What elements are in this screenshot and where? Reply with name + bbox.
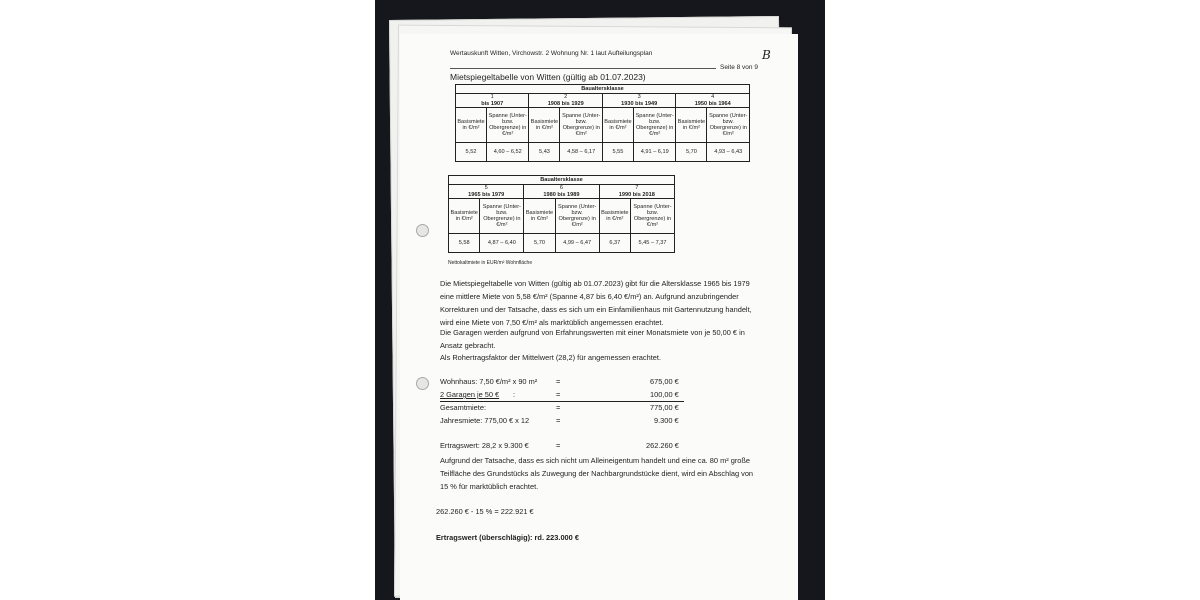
base-rent-value: 6,37 [599,234,630,253]
class-years: 1965 bis 1979 [449,191,524,199]
base-rent-value: 5,70 [524,234,555,253]
calc-label-annual: Jahresmiete: 775,00 € x 12 [440,416,530,425]
range-label: Spanne (Unter- bzw. Obergrenze) in €/m² [487,108,529,143]
punch-hole-icon [416,377,429,390]
calc-equals: = [556,416,561,425]
calc-value-total: 775,00 € [650,403,679,412]
range-value: 4,58 – 6,17 [560,143,602,162]
ertrag-value: 262.260 € [646,441,679,450]
rent-table-2 [448,175,675,253]
table-title: Mietspiegeltabelle von Witten (gültig ab 01.07.2023) [450,72,646,82]
range-label: Spanne (Unter- bzw. Obergrenze) in €/m² [633,108,675,143]
paragraph-factor: Als Rohertragsfaktor der Mittelwert (28,2) für angemessen erachtet. [440,353,661,362]
calc-label-garages: 2 Garagen je 50 € [440,390,500,399]
calc-colon: : [513,390,516,399]
base-rent-label: Basismiete in €/m² [529,108,560,143]
calc-value-annual: 9.300 € [654,416,679,425]
base-rent-label: Basismiete in €/m² [599,199,630,234]
class-years: 1908 bis 1929 [529,100,602,108]
table-note: Nettokaltmiete in EUR/m² Wohnfläche [448,260,533,266]
base-rent-label: Basismiete in €/m² [602,108,633,143]
base-rent-label: Basismiete in €/m² [456,108,487,143]
final-value: Ertragswert (überschlägig): rd. 223.000 € [436,533,579,542]
calc-equals: = [556,377,561,386]
page-header: Wertauskunft Witten, Virchowstr. 2 Wohnung Nr. 1 laut Aufteilungsplan [450,50,653,57]
base-rent-label: Basismiete in €/m² [449,199,480,234]
calc-value-house: 675,00 € [650,377,679,386]
range-value: 4,91 – 6,19 [633,143,675,162]
base-rent-value: 5,55 [602,143,633,162]
page-number: Seite 8 von 9 [720,64,758,71]
range-label: Spanne (Unter- bzw. Obergrenze) in €/m² [480,199,524,234]
base-rent-value: 5,43 [529,143,560,162]
calc-label-house: Wohnhaus: 7,50 €/m² x 90 m² [440,377,538,386]
table-header: Baualtersklasse [456,85,750,94]
paragraph-garages: Die Garagen werden aufgrund von Erfahrungswerten mit einer Monatsmiete von je 50,00 € in Ansatz gebracht. [440,328,745,350]
class-number: 2 [529,94,602,101]
class-years: 1990 bis 2018 [599,191,674,199]
header-rule [450,68,716,69]
range-value: 4,93 – 6,43 [707,143,750,162]
class-years: 1930 bis 1949 [602,100,675,108]
base-rent-label: Basismiete in €/m² [676,108,707,143]
base-rent-value: 5,70 [676,143,707,162]
class-number: 4 [676,94,750,101]
range-label: Spanne (Unter- bzw. Obergrenze) in €/m² [560,108,602,143]
class-number: 3 [602,94,675,101]
calc-label-total: Gesamtmiete: [440,403,487,412]
class-number: 5 [449,185,524,192]
paragraph-deduction: Aufgrund der Tatsache, dass es sich nicht um Alleineigentum handelt und eine ca. 80 m² große Teilfläche des Grundstücks als Zuwegung der Nachbargrundstücke dient, wird ein Abschlag von 15 % für marktüblich erachtet. [440,456,754,491]
table-header: Baualtersklasse [449,176,675,185]
class-number: 7 [599,185,674,192]
class-years: bis 1907 [456,100,529,108]
signature-initial: B [762,48,771,62]
range-label: Spanne (Unter- bzw. Obergrenze) in €/m² [555,199,599,234]
base-rent-label: Basismiete in €/m² [524,199,555,234]
base-rent-value: 5,52 [456,143,487,162]
range-value: 5,45 – 7,37 [631,234,675,253]
punch-hole-icon [416,224,429,237]
range-value: 4,60 – 6,52 [487,143,529,162]
range-label: Spanne (Unter- bzw. Obergrenze) in €/m² [631,199,675,234]
class-number: 1 [456,94,529,101]
class-years: 1980 bis 1989 [524,191,599,199]
sum-rule [440,401,684,402]
calc-equals: = [556,390,561,399]
ertrag-label: Ertragswert: 28,2 x 9.300 € [440,441,529,450]
rent-table-1 [455,84,750,162]
range-value: 4,99 – 6,47 [555,234,599,253]
range-label: Spanne (Unter- bzw. Obergrenze) in €/m² [707,108,750,143]
class-years: 1950 bis 1964 [676,100,750,108]
range-value: 4,87 – 6,40 [480,234,524,253]
calc-value-garages: 100,00 € [650,390,679,399]
base-rent-value: 5,58 [449,234,480,253]
calc-equals: = [556,441,561,450]
deduction-line: 262.260 € - 15 % = 222.921 € [436,507,534,516]
class-number: 6 [524,185,599,192]
calc-equals: = [556,403,561,412]
paragraph-rent: Die Mietspiegeltabelle von Witten (gültig ab 01.07.2023) gibt für die Altersklasse 1965 bis 1979 eine mittlere Miete von 5,58 €/m² (Spanne 4,87 bis 6,40 €/m²) an. Aufgrund anzubringender Korrekturen und der Tatsache, dass es sich um ein Einfamilienhaus mit Gartennutzung handelt, wird eine Miete von 7,50 €/m² als marktüblich angemessen erachtet. [440,279,752,327]
